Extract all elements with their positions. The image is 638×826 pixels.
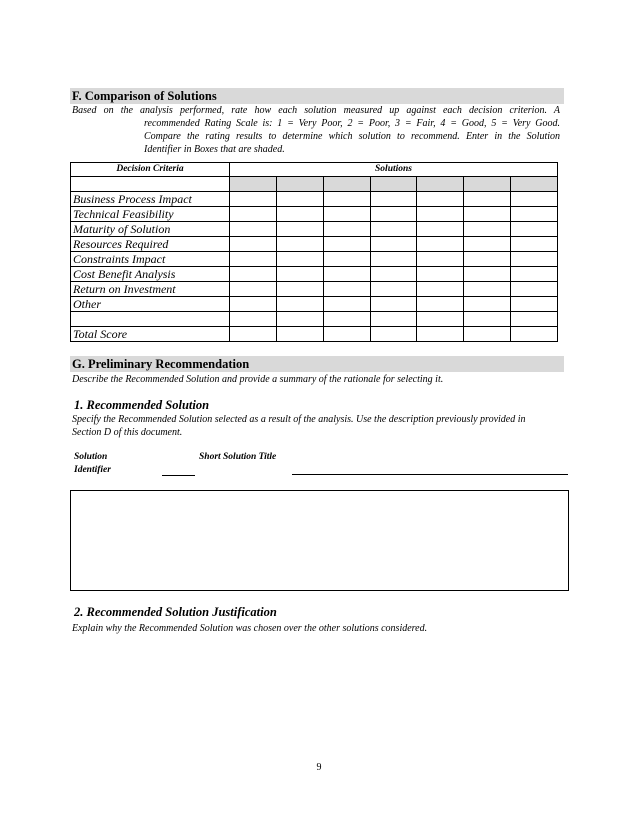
rating-cell[interactable]: [323, 297, 370, 312]
page-number: 9: [316, 762, 322, 773]
rating-cell[interactable]: [230, 282, 277, 297]
rating-cell[interactable]: [464, 207, 511, 222]
rating-cell[interactable]: [323, 327, 370, 342]
rating-cell[interactable]: [417, 282, 464, 297]
solution-identifier-label-2: Identifier: [74, 465, 111, 475]
criterion-cell: Business Process Impact: [71, 192, 230, 207]
section-f-title: F. Comparison of Solutions: [70, 88, 564, 104]
criterion-cell: Technical Feasibility: [71, 207, 230, 222]
solution-identifier-cell[interactable]: [464, 177, 511, 192]
header-solutions: Solutions: [230, 163, 558, 177]
rating-cell[interactable]: [370, 312, 417, 327]
recommended-solution-desc-line2: Section D of this document.: [72, 427, 183, 438]
rating-cell[interactable]: [370, 222, 417, 237]
solution-identifier-cell[interactable]: [417, 177, 464, 192]
rating-cell[interactable]: [417, 192, 464, 207]
rating-cell[interactable]: [464, 252, 511, 267]
rating-cell[interactable]: [323, 267, 370, 282]
rating-cell[interactable]: [323, 192, 370, 207]
criterion-cell: Total Score: [71, 327, 230, 342]
rating-cell[interactable]: [511, 282, 558, 297]
table-row: [71, 282, 558, 297]
rating-cell[interactable]: [276, 282, 323, 297]
rating-cell[interactable]: [370, 207, 417, 222]
rating-cell[interactable]: [370, 192, 417, 207]
rating-cell[interactable]: [276, 207, 323, 222]
short-solution-title-field[interactable]: [292, 474, 568, 475]
rating-cell[interactable]: [276, 267, 323, 282]
rating-cell[interactable]: [323, 252, 370, 267]
rating-cell[interactable]: [276, 297, 323, 312]
recommended-solution-heading: 1. Recommended Solution: [74, 398, 210, 412]
justification-heading: 2. Recommended Solution Justification: [74, 605, 277, 619]
rating-cell[interactable]: [417, 327, 464, 342]
section-g-title: G. Preliminary Recommendation: [70, 356, 564, 372]
rating-cell[interactable]: [511, 237, 558, 252]
rating-cell[interactable]: [230, 297, 277, 312]
solution-identifier-field[interactable]: [162, 475, 195, 476]
section-f-intro-line1: Based on the analysis performed, rate how each solution measured up against each decision criterion. A: [72, 105, 560, 116]
rating-cell[interactable]: [276, 252, 323, 267]
rating-cell[interactable]: [230, 267, 277, 282]
solution-identifier-cell[interactable]: [370, 177, 417, 192]
rating-cell[interactable]: [276, 327, 323, 342]
table-row: [71, 327, 558, 342]
solution-identifier-label-1: Solution: [74, 452, 108, 462]
rating-cell[interactable]: [323, 237, 370, 252]
rating-cell[interactable]: [276, 222, 323, 237]
rating-cell[interactable]: [230, 252, 277, 267]
rating-cell[interactable]: [370, 282, 417, 297]
rating-cell[interactable]: [511, 222, 558, 237]
rating-cell[interactable]: [370, 252, 417, 267]
rating-cell[interactable]: [511, 327, 558, 342]
rating-cell[interactable]: [370, 237, 417, 252]
criterion-cell: Return on Investment: [71, 282, 230, 297]
table-header-row: [71, 163, 558, 177]
rating-cell[interactable]: [323, 222, 370, 237]
criterion-cell: Other: [71, 297, 230, 312]
table-row: [71, 267, 558, 282]
rating-cell[interactable]: [511, 207, 558, 222]
header-decision-criteria: Decision Criteria: [71, 163, 230, 177]
table-row: [71, 312, 558, 327]
rating-cell[interactable]: [230, 207, 277, 222]
rating-cell[interactable]: [464, 312, 511, 327]
rating-cell[interactable]: [230, 312, 277, 327]
table-row: [71, 222, 558, 237]
rating-cell[interactable]: [230, 192, 277, 207]
rating-cell[interactable]: [464, 222, 511, 237]
table-row: [71, 192, 558, 207]
rating-cell[interactable]: [230, 237, 277, 252]
rating-cell[interactable]: [464, 192, 511, 207]
rating-cell[interactable]: [323, 207, 370, 222]
rating-cell[interactable]: [417, 297, 464, 312]
table-row: [71, 177, 558, 192]
rating-cell[interactable]: [417, 312, 464, 327]
rating-cell[interactable]: [511, 297, 558, 312]
section-f-intro-line3: Compare the rating results to determine which solution to recommend. Enter in the Solution: [144, 131, 560, 142]
justification-desc: Explain why the Recommended Solution was chosen over the other solutions considered.: [72, 623, 428, 634]
table-row: [71, 207, 558, 222]
short-solution-title-label: Short Solution Title: [199, 452, 277, 462]
table-row: [71, 297, 558, 312]
criterion-cell: Cost Benefit Analysis: [71, 267, 230, 282]
section-f-intro-line2: recommended Rating Scale is: 1 = Very Poor, 2 = Poor, 3 = Fair, 4 = Good, 5 = Very Good.: [144, 118, 560, 129]
recommended-solution-desc-line1: Specify the Recommended Solution selected as a result of the analysis. Use the description previously provided in: [72, 414, 526, 425]
table-row: [71, 252, 558, 267]
criterion-cell: [71, 177, 230, 192]
rating-cell[interactable]: [464, 297, 511, 312]
solution-identifier-cell[interactable]: [511, 177, 558, 192]
criterion-cell: Maturity of Solution: [71, 222, 230, 237]
rating-cell[interactable]: [464, 327, 511, 342]
rating-cell[interactable]: [511, 312, 558, 327]
table-row: [71, 237, 558, 252]
decision-criteria-table: [70, 162, 558, 342]
rating-cell[interactable]: [370, 327, 417, 342]
rating-cell[interactable]: [511, 252, 558, 267]
solution-identifier-cell[interactable]: [230, 177, 277, 192]
criterion-cell: [71, 312, 230, 327]
rating-cell[interactable]: [511, 192, 558, 207]
rating-cell[interactable]: [370, 297, 417, 312]
solution-identifier-cell[interactable]: [276, 177, 323, 192]
rating-cell[interactable]: [230, 327, 277, 342]
solution-identifier-cell[interactable]: [323, 177, 370, 192]
recommended-solution-description-box[interactable]: [70, 490, 569, 591]
criterion-cell: Constraints Impact: [71, 252, 230, 267]
rating-cell[interactable]: [276, 312, 323, 327]
rating-cell[interactable]: [370, 267, 417, 282]
rating-cell[interactable]: [464, 267, 511, 282]
rating-cell[interactable]: [417, 237, 464, 252]
rating-cell[interactable]: [230, 222, 277, 237]
criterion-cell: Resources Required: [71, 237, 230, 252]
rating-cell[interactable]: [276, 192, 323, 207]
rating-cell[interactable]: [323, 312, 370, 327]
rating-cell[interactable]: [417, 222, 464, 237]
rating-cell[interactable]: [511, 267, 558, 282]
rating-cell[interactable]: [417, 252, 464, 267]
section-f-intro-line4: Identifier in Boxes that are shaded.: [144, 144, 285, 155]
rating-cell[interactable]: [323, 282, 370, 297]
rating-cell[interactable]: [276, 237, 323, 252]
section-g-intro: Describe the Recommended Solution and provide a summary of the rationale for selecting it.: [72, 374, 444, 385]
rating-cell[interactable]: [417, 267, 464, 282]
rating-cell[interactable]: [417, 207, 464, 222]
rating-cell[interactable]: [464, 237, 511, 252]
rating-cell[interactable]: [464, 282, 511, 297]
